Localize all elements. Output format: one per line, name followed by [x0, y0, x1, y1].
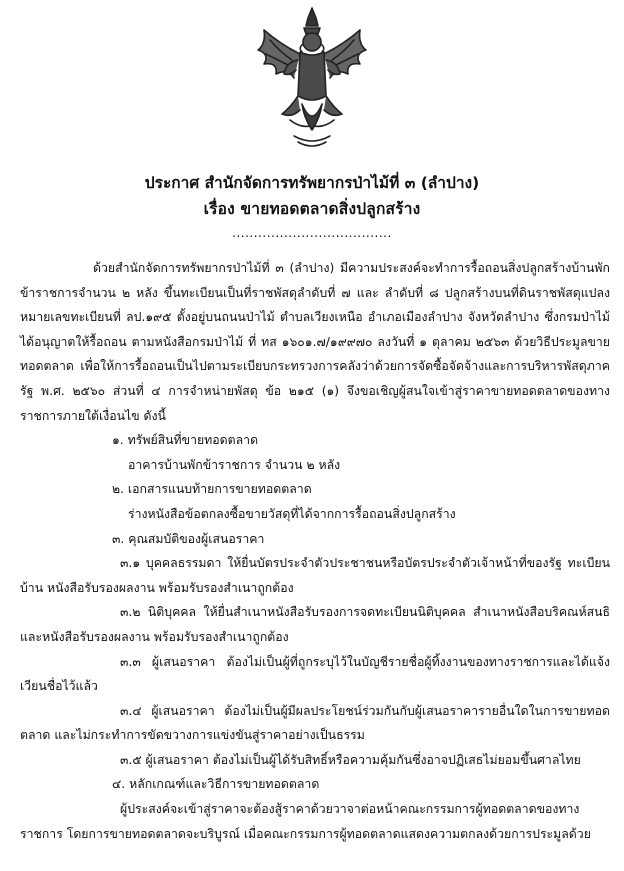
item-3-1: ๓.๑ บุคคลธรรมดา ให้ยื่นบัตรประจำตัวประชาชนหรือบัตรประจำตัวเจ้าหน้าที่ของรัฐ ทะเบียนบ้าน หนังสือรับรองผลงาน พร้อมรับรองสำเนาถูกต้อง: [20, 556, 610, 595]
item-4-heading: ๔. หลักเกณฑ์และวิธีการขายทอดตลาด: [112, 777, 320, 792]
garuda-emblem-icon: [250, 4, 374, 154]
announcement-body: [20, 256, 610, 846]
title-block: [0, 170, 624, 240]
intro-paragraph: ด้วยสำนักจัดการทรัพยากรป่าไม้ที่ ๓ (ลำปาง) มีความประสงค์จะทำการรื้อถอนสิ่งปลูกสร้างบ้านพักข้าราชการจำนวน ๒ หลัง ขึ้นทะเบียนเป็นที่ราชพัสดุลำดับที่ ๗ และ ลำดับที่ ๘ ปลูกสร้างบนที่ดินราชพัสดุแปลงหมายเลขทะเบียนที่ ลป.๑๙๕ ตั้งอยู่บนถนนป่าไม้ ตำบลเวียงเหนือ อำเภอเมืองลำปาง จังหวัดลำปาง ซึ่งกรมป่าไม้ได้อนุญาตให้รื้อถอน ตามหนังสือกรมป่าไม้ ที่ ทส ๑๖๐๑.๗/๑๙๙๗๐ ลงวันที่ ๑ ตุลาคม ๒๕๖๓ ด้วยวิธีประมูลขายทอดตลาด เพื่อให้การรื้อถอนเป็นไปตามระเบียบกระทรวงการคลังว่าด้วยการจัดซื้อจัดจ้างและการบริหารพัสดุภาครัฐ พ.ศ. ๒๕๖๐ ส่วนที่ ๔ การจำหน่ายพัสดุ ข้อ ๒๑๕ (๑) จึงขอเชิญผู้สนใจเข้าสู่ราคาขายทอดตลาดของทางราชการภายใต้เงื่อนไข ดังนี้: [20, 261, 610, 423]
item-1-body: อาคารบ้านพักข้าราชการ จำนวน ๒ หลัง: [128, 457, 341, 472]
item-3-5: ๓.๕ ผู้เสนอราคา ต้องไม่เป็นผู้ได้รับสิทธิ์หรือความคุ้มกันซึ่งอาจปฏิเสธไม่ยอมขึ้นศาลไทย: [120, 752, 581, 767]
announcement-subject: เรื่อง ขายทอดตลาดสิ่งปลูกสร้าง: [203, 200, 421, 218]
item-1-heading: ๑. ทรัพย์สินที่ขายทอดตลาด: [112, 433, 259, 448]
title-separator: .....................................: [232, 226, 392, 240]
item-2-body: ร่างหนังสือข้อตกลงซื้อขายวัสดุที่ได้จากการรื้อถอนสิ่งปลูกสร้าง: [128, 506, 456, 521]
item-4-paragraph: ผู้ประสงค์จะเข้าสู่ราคาจะต้องสู้ราคาด้วยวาจาต่อหน้าคณะกรรมการผู้ทอดตลาดของทางราชการ โดยการขายทอดตลาดจะบริบูรณ์ เมื่อคณะกรรมการผู้ทอดตลาดแสดงความตกลงด้วยการประมูลด้วย: [20, 802, 591, 841]
item-3-2: ๓.๒ นิติบุคคล ให้ยื่นสำเนาหนังสือรับรองการจดทะเบียนนิติบุคคล สำเนาหนังสือบริคณห์สนธิ และหนังสือรับรองผลงาน พร้อมรับรองสำเนาถูกต้อง: [20, 605, 610, 644]
item-2-heading: ๒. เอกสารแนบท้ายการขายทอดตลาด: [112, 482, 312, 497]
item-3-4: ๓.๔ ผู้เสนอราคา ต้องไม่เป็นผู้มีผลประโยชน์ร่วมกันกับผู้เสนอราคารายอื่นใดในการขายทอดตลาด และไม่กระทำการขัดขวางการแข่งขันสู่ราคาอย่างเป็นธรรม: [20, 703, 610, 743]
item-3-3: ๓.๓ ผู้เสนอราคา ต้องไม่เป็นผู้ที่ถูกระบุไว้ในบัญชีรายชื่อผู้ทิ้งงานของทางราชการและได้แจ้งเวียนชื่อไว้แล้ว: [20, 654, 610, 694]
item-3-heading: ๓. คุณสมบัติของผู้เสนอราคา: [112, 531, 265, 546]
announcement-title: ประกาศ สำนักจัดการทรัพยากรป่าไม้ที่ ๓ (ลำปาง): [144, 174, 480, 192]
